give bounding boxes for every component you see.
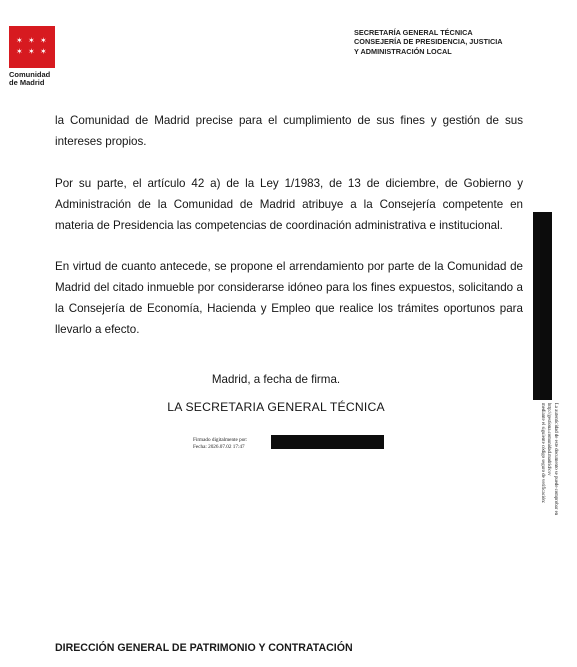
department-header (354, 28, 554, 56)
paragraph-3: En virtud de cuanto antecede, se propone el arrendamiento por parte de la Comunidad de Madrid del citado inmueble por considerarse idóneo para los fines expuestos, solicitando a la Consejería de Economía, Hacienda y Empleo que realice los trámites oportunos para llevarlo a efecto. (55, 260, 523, 336)
signer-title: LA SECRETARIA GENERAL TÉCNICA (167, 400, 385, 414)
verification-note (532, 403, 562, 563)
logo-caption (9, 71, 57, 87)
verification-line-1: La autenticidad de este documento se puede comprobar en (553, 403, 558, 516)
dept-line-1: SECRETARÍA GENERAL TÉCNICA (354, 28, 473, 37)
signed-by-label: Firmado digitalmente por: (193, 437, 248, 443)
logo-red-flag (9, 26, 55, 68)
star-icon: ✶ (40, 36, 47, 45)
verification-line-2: http://gestiona.comunidad.madrid/csv (546, 403, 552, 476)
dept-line-3: Y ADMINISTRACIÓN LOCAL (354, 46, 452, 56)
paragraph-1: la Comunidad de Madrid precise para el cumplimiento de sus fines y gestión de sus intereses propios. (55, 114, 523, 148)
verification-code-redaction (533, 212, 552, 400)
star-icon: ✶ (28, 47, 35, 56)
star-icon: ✶ (40, 47, 47, 56)
comunidad-madrid-logo (9, 26, 57, 87)
paragraph-2: Por su parte, el artículo 42 a) de la Ley 1/1983, de 13 de diciembre, de Gobierno y Administración de la Comunidad de Madrid atribuye a la Consejería competente en materia de Presidencia las competencias de coordinación administrativa e institucional. (55, 177, 523, 232)
star-icon: ✶ (16, 36, 23, 45)
verification-line-3: mediante el siguiente código seguro de verificación: (539, 403, 545, 504)
footer-directorate: DIRECCIÓN GENERAL DE PATRIMONIO Y CONTRATACIÓN (55, 642, 353, 654)
logo-text-line1: Comunidad (9, 70, 51, 79)
place-date: Madrid, a fecha de firma. (211, 373, 341, 386)
star-icon: ✶ (28, 36, 35, 45)
dept-line-2: CONSEJERÍA DE PRESIDENCIA, JUSTICIA (354, 37, 503, 47)
star-icon: ✶ (16, 47, 23, 56)
signer-name-redaction (271, 435, 384, 449)
logo-text-line2: de Madrid (9, 78, 45, 87)
signature-date: Fecha: 2026.07.02 17:47 (193, 444, 245, 450)
